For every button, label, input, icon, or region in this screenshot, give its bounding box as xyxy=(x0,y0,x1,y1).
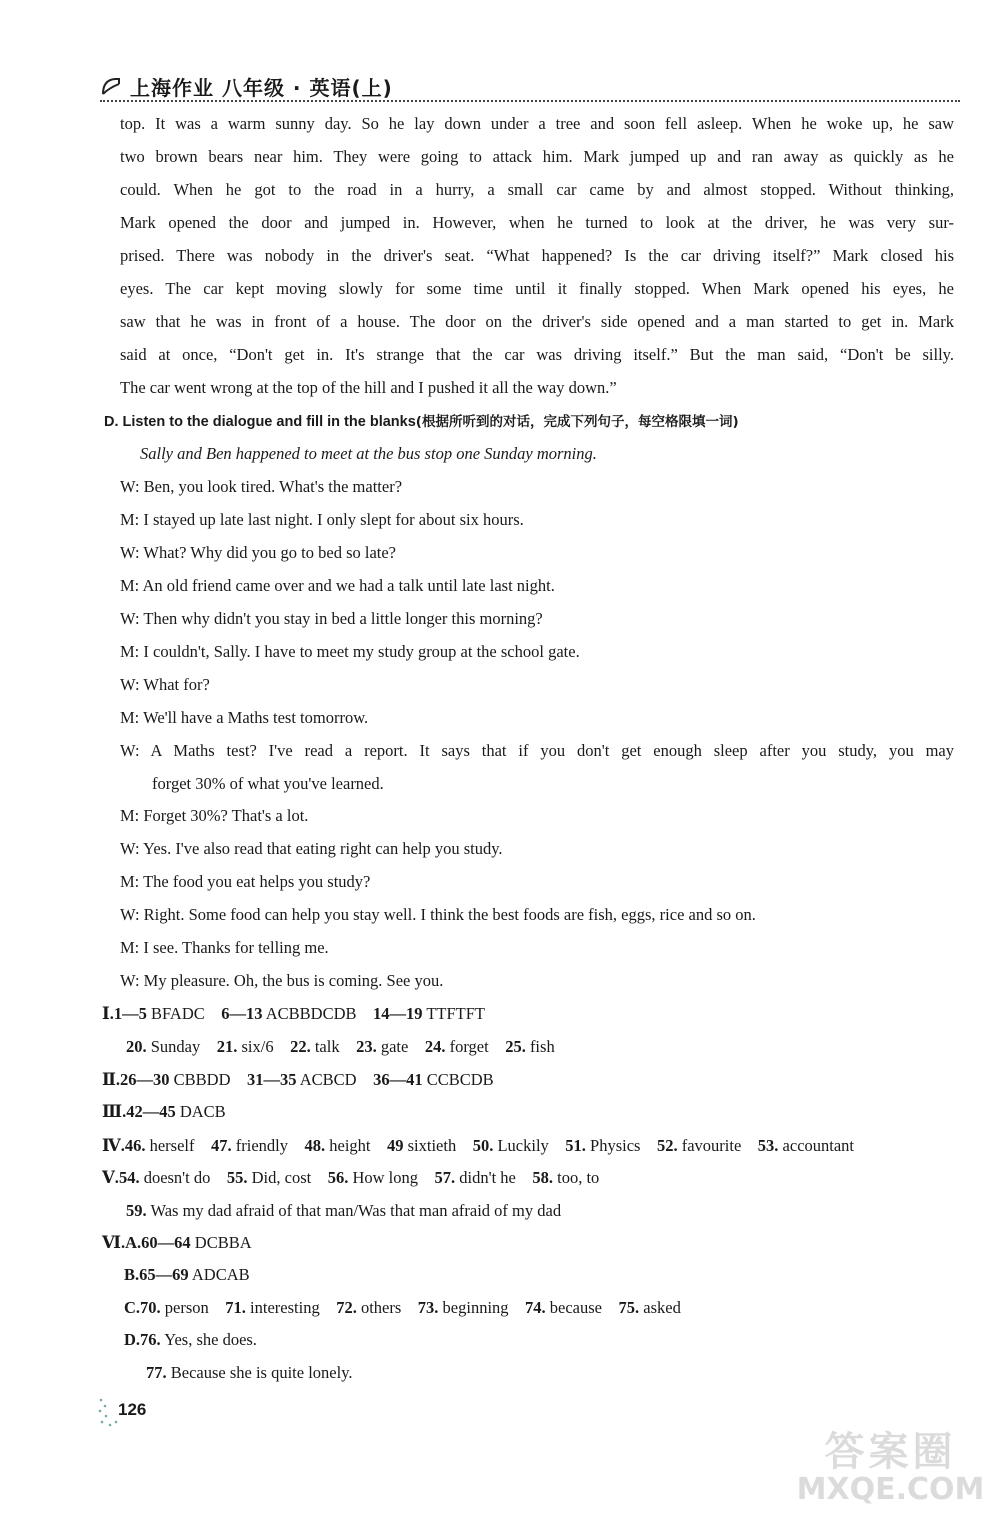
answer-part: B. xyxy=(124,1265,140,1284)
answer-number: 53. xyxy=(757,1136,779,1155)
answer-value: CCBCDB xyxy=(426,1070,494,1089)
answer-range: 1—5 xyxy=(113,1004,147,1023)
answer-number: 58. xyxy=(532,1168,553,1187)
watermark xyxy=(788,1420,993,1512)
answer-value: sixtieth xyxy=(407,1136,457,1155)
answer-number: 25. xyxy=(505,1037,526,1056)
answer-value: CBBDD xyxy=(173,1070,231,1089)
answer-value: six/6 xyxy=(241,1037,274,1056)
section-d-title xyxy=(104,412,739,432)
answer-row-vi-d xyxy=(124,1330,257,1350)
dialogue-line: W: A Maths test? I've read a report. It says that if you don't get enough sleep after you study, you may xyxy=(120,741,954,760)
answer-range: 42—45 xyxy=(126,1102,176,1121)
answer-number: 50. xyxy=(472,1136,494,1155)
answer-value: ACBCD xyxy=(299,1070,357,1089)
section-label: Ⅳ. xyxy=(102,1136,125,1155)
answer-value: gate xyxy=(380,1037,409,1056)
answer-value: Did, cost xyxy=(251,1168,312,1187)
answer-part: D. xyxy=(124,1330,141,1349)
section-d-intro: Sally and Ben happened to meet at the bus stop one Sunday morning. xyxy=(140,444,597,463)
answer-value: DACB xyxy=(179,1102,226,1121)
answer-value: doesn't do xyxy=(143,1168,211,1187)
page-header xyxy=(100,72,960,102)
answer-row-iii xyxy=(102,1102,226,1122)
answer-value: BFADC xyxy=(150,1004,205,1023)
answer-row-v-2 xyxy=(126,1201,561,1221)
dialogue-line: M: An old friend came over and we had a talk until late last night. xyxy=(120,576,555,595)
dialogue-line: M: We'll have a Maths test tomorrow. xyxy=(120,708,369,727)
passage-line: eyes. The car kept moving slowly for some time until it finally stopped. When Mark opened his eyes, he xyxy=(120,279,954,298)
answer-range: 6—13 xyxy=(221,1004,263,1023)
dialogue-line: W: Yes. I've also read that eating right can help you study. xyxy=(120,839,503,858)
answer-value: TTFTFT xyxy=(426,1004,486,1023)
answer-value: ACBBDCDB xyxy=(265,1004,357,1023)
answer-value: forget xyxy=(449,1037,489,1056)
passage-line: two brown bears near him. They were going to attack him. Mark jumped up and ran away as quickly as he xyxy=(120,147,954,166)
passage-line: said at once, “Don't get in. It's strange that the car was driving itself.” But the man said, “Don't be silly. xyxy=(120,345,954,364)
passage-line: prised. There was nobody in the driver's seat. “What happened? Is the car driving itself?” Mark closed his xyxy=(120,246,954,265)
answer-value: Luckily xyxy=(497,1136,549,1155)
answer-number: 20. xyxy=(126,1037,147,1056)
book-corner-icon xyxy=(100,76,122,98)
answer-value: interesting xyxy=(250,1298,320,1317)
answer-row-ii xyxy=(102,1070,494,1090)
passage-line: The car went wrong at the top of the hill and I pushed it all the way down.” xyxy=(120,378,617,397)
answer-number: 22. xyxy=(290,1037,311,1056)
answer-range: 14—19 xyxy=(373,1004,423,1023)
answer-number: 56. xyxy=(327,1168,349,1187)
dialogue-line: M: I see. Thanks for telling me. xyxy=(120,938,329,957)
page-number: 126 xyxy=(118,1400,147,1419)
answer-value: because xyxy=(549,1298,602,1317)
answer-row-i-2 xyxy=(126,1037,555,1057)
answer-number: 72. xyxy=(336,1298,357,1317)
answer-value: too, to xyxy=(557,1168,600,1187)
answer-value: Because she is quite lonely. xyxy=(170,1363,353,1382)
section-label: Ⅲ. xyxy=(102,1102,127,1121)
answer-number: 73. xyxy=(417,1298,439,1317)
answer-value: fish xyxy=(529,1037,555,1056)
dialogue-line: W: Ben, you look tired. What's the matter? xyxy=(120,477,403,496)
answer-row-i xyxy=(102,1004,485,1024)
answer-value: Was my dad afraid of that man/Was that man afraid of my dad xyxy=(150,1201,562,1220)
section-label: Ⅱ. xyxy=(102,1070,121,1089)
passage-line: could. When he got to the road in a hurry, a small car came by and almost stopped. Without thinking, xyxy=(120,180,954,199)
answer-range: 26—30 xyxy=(120,1070,170,1089)
answer-number: 57. xyxy=(434,1168,456,1187)
answer-value: person xyxy=(164,1298,209,1317)
dialogue-line: W: My pleasure. Oh, the bus is coming. See you. xyxy=(120,971,444,990)
answer-range: 36—41 xyxy=(373,1070,423,1089)
passage-line: top. It was a warm sunny day. So he lay down under a tree and soon fell asleep. When he woke up, he saw xyxy=(120,114,954,133)
section-d-title-en: D. Listen to the dialogue and fill in the blanks xyxy=(104,414,416,430)
answer-value: asked xyxy=(643,1298,681,1317)
answer-value: herself xyxy=(149,1136,195,1155)
header-divider xyxy=(100,100,960,102)
dialogue-line: forget 30% of what you've learned. xyxy=(152,774,384,793)
watermark-url: MXQE.COM xyxy=(796,1472,985,1507)
answer-range: 65—69 xyxy=(139,1265,189,1284)
answer-number: 23. xyxy=(356,1037,377,1056)
watermark-logo-text: 答案圈 xyxy=(824,1429,957,1475)
answer-value: Sunday xyxy=(150,1037,201,1056)
answer-number: 59. xyxy=(126,1201,147,1220)
dialogue-line: W: Then why didn't you stay in bed a little longer this morning? xyxy=(120,609,543,628)
dialogue-line: M: Forget 30%? That's a lot. xyxy=(120,806,309,825)
answer-value: height xyxy=(329,1136,371,1155)
section-label: Ⅰ. xyxy=(102,1004,114,1023)
dialogue-line: W: Right. Some food can help you stay well. I think the best foods are fish, eggs, rice and so on. xyxy=(120,905,756,924)
answer-number: 55. xyxy=(226,1168,248,1187)
header-title: 上海作业 八年级 · 英语(上) xyxy=(130,76,393,100)
answer-number: 74. xyxy=(525,1298,546,1317)
answer-row-iv xyxy=(102,1136,854,1156)
answer-part: C. xyxy=(124,1298,141,1317)
answer-value: others xyxy=(360,1298,402,1317)
answer-range: 31—35 xyxy=(247,1070,297,1089)
answer-value: DCBBA xyxy=(194,1233,252,1252)
answer-row-v xyxy=(102,1168,599,1188)
answer-number: 71. xyxy=(225,1298,246,1317)
passage-line: saw that he was in front of a house. The door on the driver's side opened and a man started to get in. Mark xyxy=(120,312,954,331)
answer-value: friendly xyxy=(235,1136,288,1155)
answer-row-vi-b xyxy=(124,1265,250,1285)
answer-number: 21. xyxy=(216,1037,238,1056)
answer-number: 51. xyxy=(565,1136,586,1155)
answer-value: accountant xyxy=(782,1136,855,1155)
answer-value: favourite xyxy=(681,1136,742,1155)
answer-number: 54. xyxy=(118,1168,140,1187)
dialogue-line: W: What for? xyxy=(120,675,210,694)
answer-number: 48. xyxy=(304,1136,326,1155)
answer-value: Physics xyxy=(590,1136,641,1155)
answer-value: ADCAB xyxy=(191,1265,250,1284)
answer-range: 60—64 xyxy=(141,1233,191,1252)
dialogue-line: M: I stayed up late last night. I only slept for about six hours. xyxy=(120,510,524,529)
dialogue-line: M: The food you eat helps you study? xyxy=(120,872,371,891)
answer-number: 75. xyxy=(618,1298,640,1317)
answer-row-vi-a xyxy=(102,1233,252,1253)
answer-value: How long xyxy=(352,1168,419,1187)
passage-line: Mark opened the door and jumped in. However, when he turned to look at the driver, he was very sur- xyxy=(120,213,954,232)
answer-number: 70. xyxy=(140,1298,161,1317)
answer-number: 46. xyxy=(124,1136,146,1155)
dialogue-line: W: What? Why did you go to bed so late? xyxy=(120,543,397,562)
answer-value: beginning xyxy=(442,1298,509,1317)
answer-number: 49 xyxy=(387,1136,404,1155)
answer-number: 52. xyxy=(656,1136,678,1155)
dialogue-line: M: I couldn't, Sally. I have to meet my study group at the school gate. xyxy=(120,642,580,661)
answer-part: A. xyxy=(125,1233,142,1252)
answer-number: 76. xyxy=(140,1330,161,1349)
answer-value: didn't he xyxy=(459,1168,516,1187)
answer-value: talk xyxy=(314,1037,340,1056)
section-label: Ⅴ. xyxy=(102,1168,119,1187)
section-d-title-cn: (根据所听到的对话，完成下列句子，每空格限填一词) xyxy=(415,414,739,430)
answer-number: 47. xyxy=(211,1136,232,1155)
answer-number: 24. xyxy=(424,1037,446,1056)
answer-row-vi-d-2 xyxy=(146,1363,353,1383)
answer-value: Yes, she does. xyxy=(164,1330,257,1349)
answer-row-vi-c xyxy=(124,1298,681,1318)
answer-number: 77. xyxy=(146,1363,167,1382)
section-label: Ⅵ. xyxy=(102,1233,126,1252)
